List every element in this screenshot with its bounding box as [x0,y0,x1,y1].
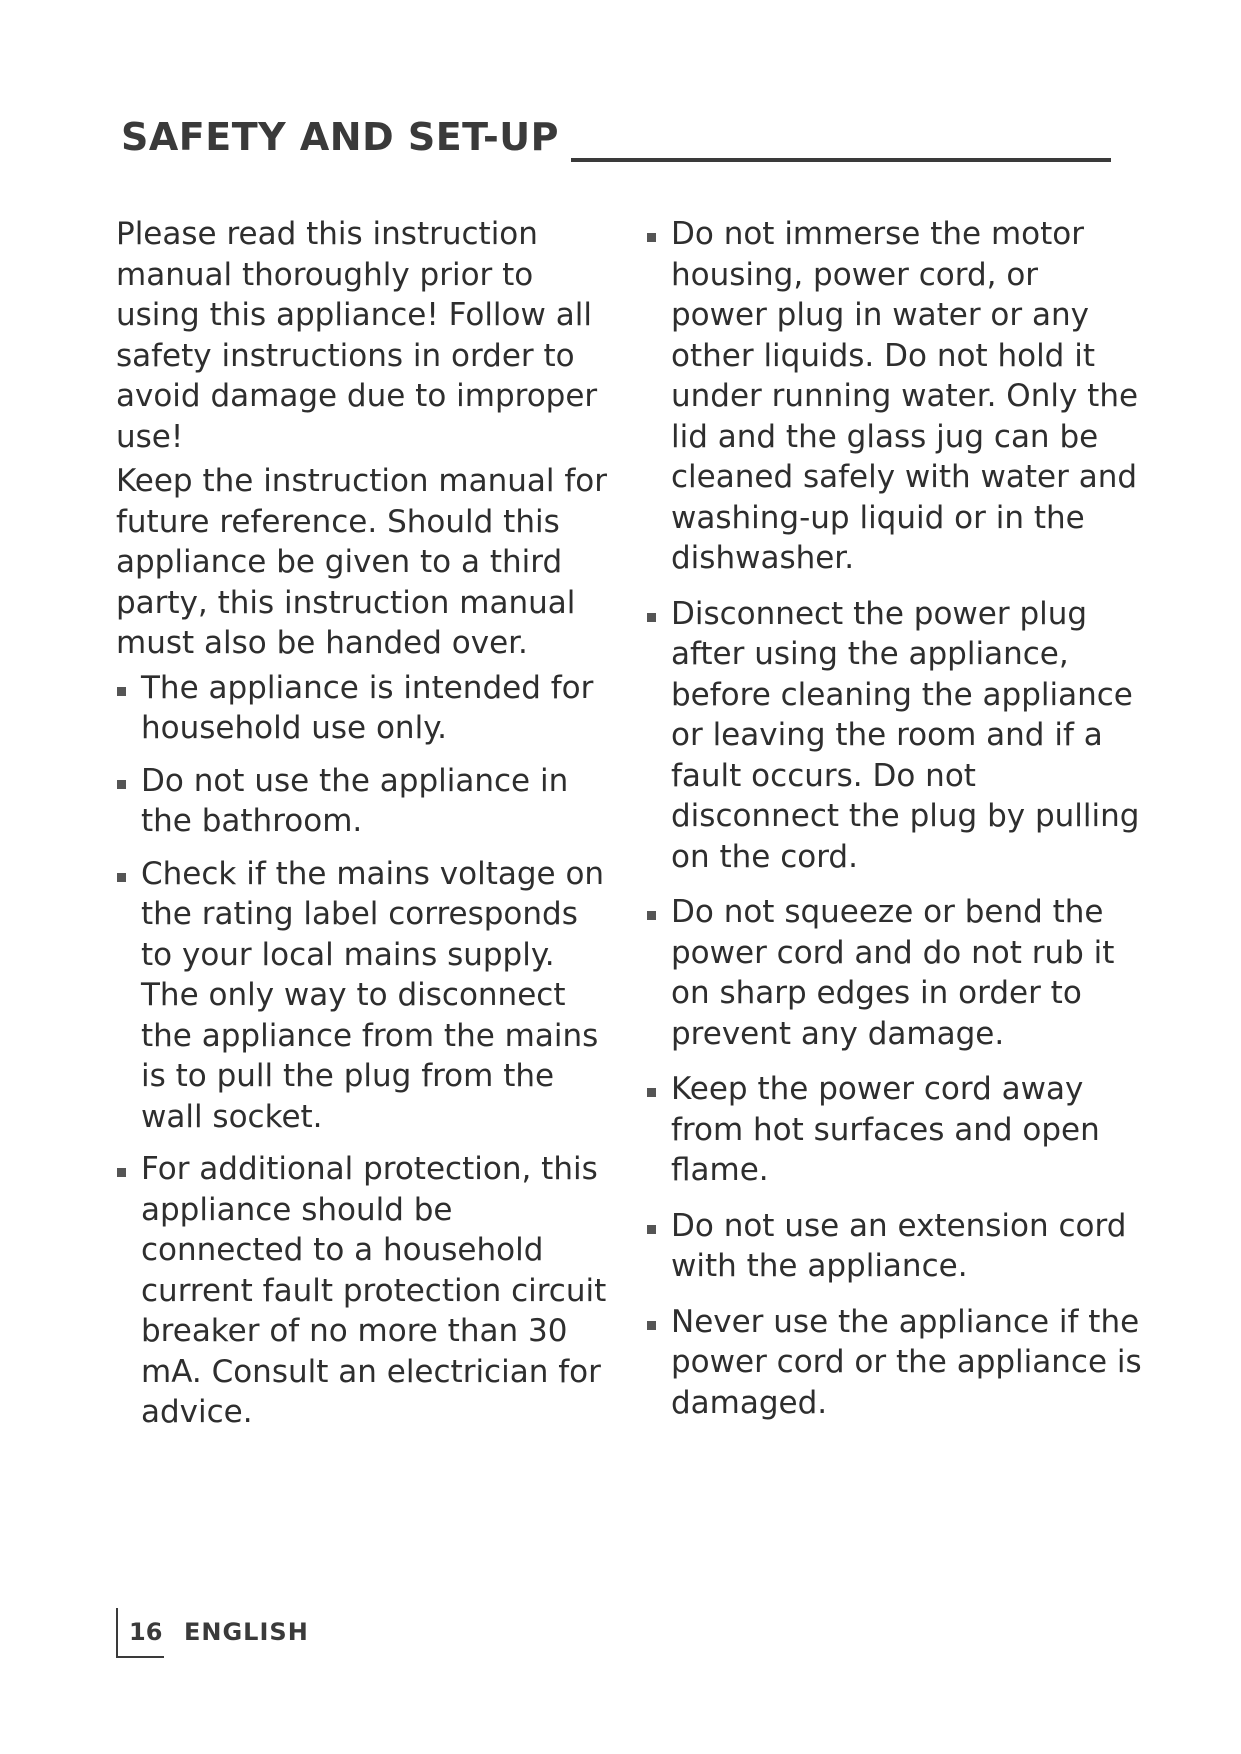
right-column [646,214,1142,1438]
list-item [116,668,614,749]
list-item-text: Do not squeeze or bend the power cord and do not rub it on sharp edges in order to prevent any damage. [671,894,1115,1052]
safety-list-left [116,668,614,1433]
list-item-text: For additional protection, this appliance should be connected to a household current fault protection circuit breaker of no more than 30 mA. Consult an electrician for advice. [141,1151,607,1430]
square-bullet-icon [117,687,126,696]
list-item [646,1069,1142,1191]
list-item-text: Never use the appliance if the power cord or the appliance is damaged. [671,1303,1142,1421]
list-item [646,892,1142,1054]
page-footer [116,1608,416,1658]
square-bullet-icon [647,1321,656,1330]
left-column [116,214,614,1445]
list-item [646,594,1142,878]
intro-paragraph: Keep the instruction manual for future reference. Should this appliance be given to a third party, this instruction manual must also be handed over. [116,463,608,661]
list-item [646,1302,1142,1424]
square-bullet-icon [647,1088,656,1097]
square-bullet-icon [647,911,656,920]
header-rule [571,158,1111,162]
list-item-text: Disconnect the power plug after using the appliance, before cleaning the appliance or leaving the room and if a fault occurs. Do not disconnect the plug by pulling on the cord. [671,595,1140,875]
list-item [116,761,614,842]
square-bullet-icon [117,1168,126,1177]
footer-vertical-rule [116,1608,118,1658]
safety-list-right [646,214,1142,1423]
square-bullet-icon [117,873,126,882]
list-item-text: Check if the mains voltage on the rating label corresponds to your local mains supply. The only way to disconnect the appliance from the mains is to pull the plug from the wall socket. [141,855,605,1135]
list-item [646,1206,1142,1287]
square-bullet-icon [647,1225,656,1234]
section-header [121,110,1111,170]
page-title: SAFETY AND SET-UP [121,115,559,159]
footer-horizontal-rule [116,1656,164,1658]
list-item-text: The appliance is intended for household use only. [141,669,594,746]
list-item-text: Do not immerse the motor housing, power cord, or power plug in water or any other liquids. Do not hold it under running water. Only the lid and the glass jug can be cleaned safely with water and washing-up liquid or in the dishwasher. [671,216,1139,576]
square-bullet-icon [647,613,656,622]
list-item [116,1149,614,1433]
square-bullet-icon [117,780,126,789]
list-item-text: Do not use an extension cord with the appliance. [671,1207,1127,1284]
list-item [646,214,1142,579]
list-item-text: Keep the power cord away from hot surfaces and open flame. [671,1071,1100,1188]
list-item-text: Do not use the appliance in the bathroom. [141,762,569,839]
list-item [116,854,614,1138]
footer-language: ENGLISH [184,1618,309,1646]
page-number: 16 [129,1618,163,1646]
square-bullet-icon [647,233,656,242]
intro-paragraph: Please read this instruction manual thoroughly prior to using this appliance! Follow all safety instructions in order to avoid damage due to improper use! [116,216,598,455]
